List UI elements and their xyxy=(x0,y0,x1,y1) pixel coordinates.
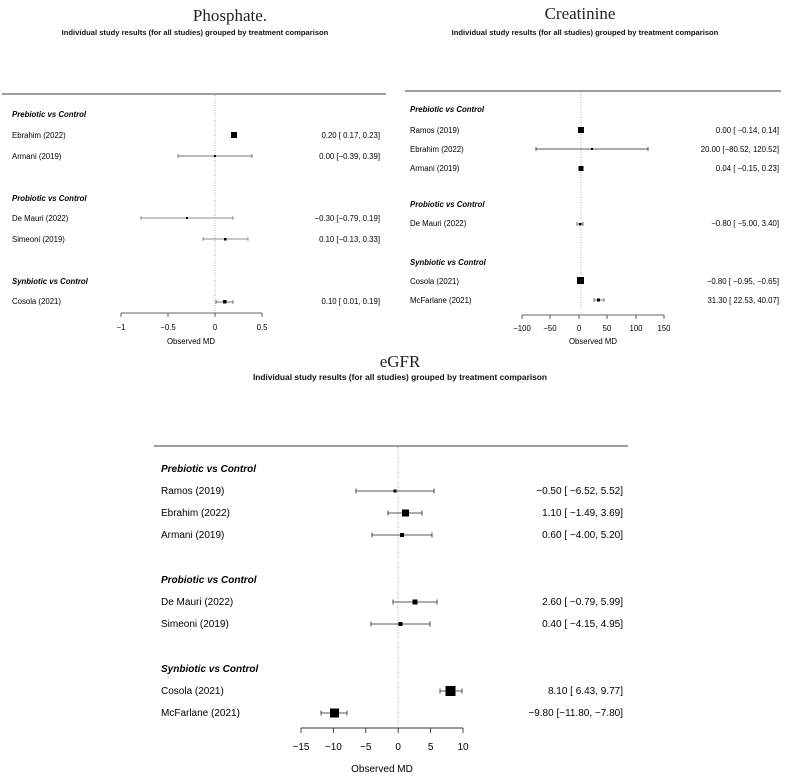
effect-label: 0.60 [ −4.00, 5.20] xyxy=(542,530,623,541)
effect-label: −0.80 [ −5.00, 3.40] xyxy=(711,219,779,228)
effect-label: 8.10 [ 6.43, 9.77] xyxy=(547,686,623,697)
study-label: McFarlane (2021) xyxy=(161,708,240,719)
point-estimate xyxy=(224,238,227,241)
x-tick-label: −100 xyxy=(513,324,531,333)
point-estimate xyxy=(223,300,227,304)
study-label: Armani (2019) xyxy=(410,164,460,173)
point-estimate xyxy=(597,299,600,302)
study-label: Ramos (2019) xyxy=(410,126,460,135)
study-label: Ramos (2019) xyxy=(161,486,225,497)
group-header: Probiotic vs Control xyxy=(12,194,87,203)
phosphate-title: Phosphate. xyxy=(192,6,268,25)
effect-label: 0.04 [ −0.15, 0.23] xyxy=(715,164,779,173)
x-tick-label: −5 xyxy=(360,742,372,753)
point-estimate xyxy=(231,132,237,138)
x-tick-label: 0 xyxy=(576,324,582,333)
x-axis-label: Observed MD xyxy=(568,337,618,346)
study-label: Armani (2019) xyxy=(161,530,225,541)
x-axis-label: Observed MD xyxy=(166,337,216,346)
group-header: Synbiotic vs Control xyxy=(161,664,259,675)
group-header: Prebiotic vs Control xyxy=(410,105,485,114)
x-tick-label: 0 xyxy=(395,742,401,753)
x-axis xyxy=(301,728,463,733)
study-label: Ebrahim (2022) xyxy=(410,145,464,154)
egfr-subtitle: Individual study results (for all studies) grouped by treatment comparison xyxy=(252,372,548,382)
point-estimate xyxy=(399,622,403,626)
effect-label: 20.00 [−80.52, 120.52] xyxy=(700,145,779,154)
study-label: Cosola (2021) xyxy=(12,297,61,306)
study-label: McFarlane (2021) xyxy=(410,296,472,305)
point-estimate xyxy=(446,686,456,696)
study-label: De Mauri (2022) xyxy=(161,597,234,608)
point-estimate xyxy=(186,217,188,219)
point-estimate xyxy=(394,490,397,493)
phosphate-subtitle: Individual study results (for all studies) grouped by treatment comparison xyxy=(61,28,329,37)
effect-label: 1.10 [ −1.49, 3.69] xyxy=(542,508,623,519)
group-header: Prebiotic vs Control xyxy=(161,464,257,475)
x-tick-label: −10 xyxy=(324,742,342,753)
study-label: Cosola (2021) xyxy=(161,686,224,697)
x-tick-label: −50 xyxy=(543,324,557,333)
point-estimate xyxy=(400,533,404,537)
x-tick-label: 10 xyxy=(457,742,469,753)
x-tick-label: 5 xyxy=(427,742,434,753)
group-header: Synbiotic vs Control xyxy=(12,277,88,286)
x-tick-label: 100 xyxy=(629,324,643,333)
egfr-forest-plot xyxy=(150,440,650,778)
point-estimate xyxy=(413,600,418,605)
effect-label: 0.40 [ −4.15, 4.95] xyxy=(542,619,623,630)
x-tick-label: −15 xyxy=(292,742,310,753)
group-header: Probiotic vs Control xyxy=(161,575,257,586)
x-tick-label: 0 xyxy=(212,323,218,332)
group-header: Probiotic vs Control xyxy=(410,200,485,209)
point-estimate xyxy=(578,127,584,133)
point-estimate xyxy=(577,277,584,284)
effect-label: 31.30 [ 22.53, 40.07] xyxy=(707,296,779,305)
study-label: Simeoni (2019) xyxy=(161,619,229,630)
x-tick-label: −0.5 xyxy=(160,323,176,332)
effect-label: 0.10 [ 0.01, 0.19] xyxy=(321,297,380,306)
effect-label: 2.60 [ −0.79, 5.99] xyxy=(542,597,623,608)
study-label: Simeoni (2019) xyxy=(12,235,65,244)
group-header: Synbiotic vs Control xyxy=(410,258,486,267)
effect-label: 0.20 [ 0.17, 0.23] xyxy=(321,131,380,140)
study-label: Ebrahim (2022) xyxy=(12,131,66,140)
effect-label: −0.30 [−0.79, 0.19] xyxy=(314,214,380,223)
point-estimate xyxy=(330,709,339,718)
study-label: Armani (2019) xyxy=(12,152,62,161)
x-axis xyxy=(522,315,664,319)
phosphate-forest-plot xyxy=(0,0,390,360)
point-estimate xyxy=(214,155,216,157)
egfr-title: eGFR xyxy=(379,352,421,371)
creatinine-subtitle: Individual study results (for all studies) grouped by treatment comparison xyxy=(451,28,719,37)
study-label: Ebrahim (2022) xyxy=(161,508,230,519)
x-axis-label: Observed MD xyxy=(351,764,413,775)
creatinine-forest-plot xyxy=(395,0,785,360)
study-label: De Mauri (2022) xyxy=(410,219,467,228)
study-label: De Mauri (2022) xyxy=(12,214,69,223)
x-tick-label: 150 xyxy=(657,324,671,333)
x-tick-label: 50 xyxy=(602,324,612,333)
effect-label: 0.10 [−0.13, 0.33] xyxy=(319,235,380,244)
x-tick-label: −1 xyxy=(116,323,126,332)
study-label: Cosola (2021) xyxy=(410,277,459,286)
point-estimate xyxy=(402,510,409,517)
effect-label: −0.80 [ −0.95, −0.65] xyxy=(706,277,779,286)
effect-label: 0.00 [ −0.14, 0.14] xyxy=(715,126,779,135)
effect-label: −9.80 [−11.80, −7.80] xyxy=(528,708,623,719)
creatinine-title: Creatinine xyxy=(544,4,616,23)
x-axis xyxy=(121,313,262,317)
point-estimate xyxy=(579,166,584,171)
point-estimate xyxy=(591,148,593,150)
effect-label: 0.00 [−0.39, 0.39] xyxy=(319,152,380,161)
group-header: Prebiotic vs Control xyxy=(12,110,87,119)
effect-label: −0.50 [ −6.52, 5.52] xyxy=(536,486,623,497)
point-estimate xyxy=(579,223,582,226)
x-tick-label: 0.5 xyxy=(256,323,268,332)
